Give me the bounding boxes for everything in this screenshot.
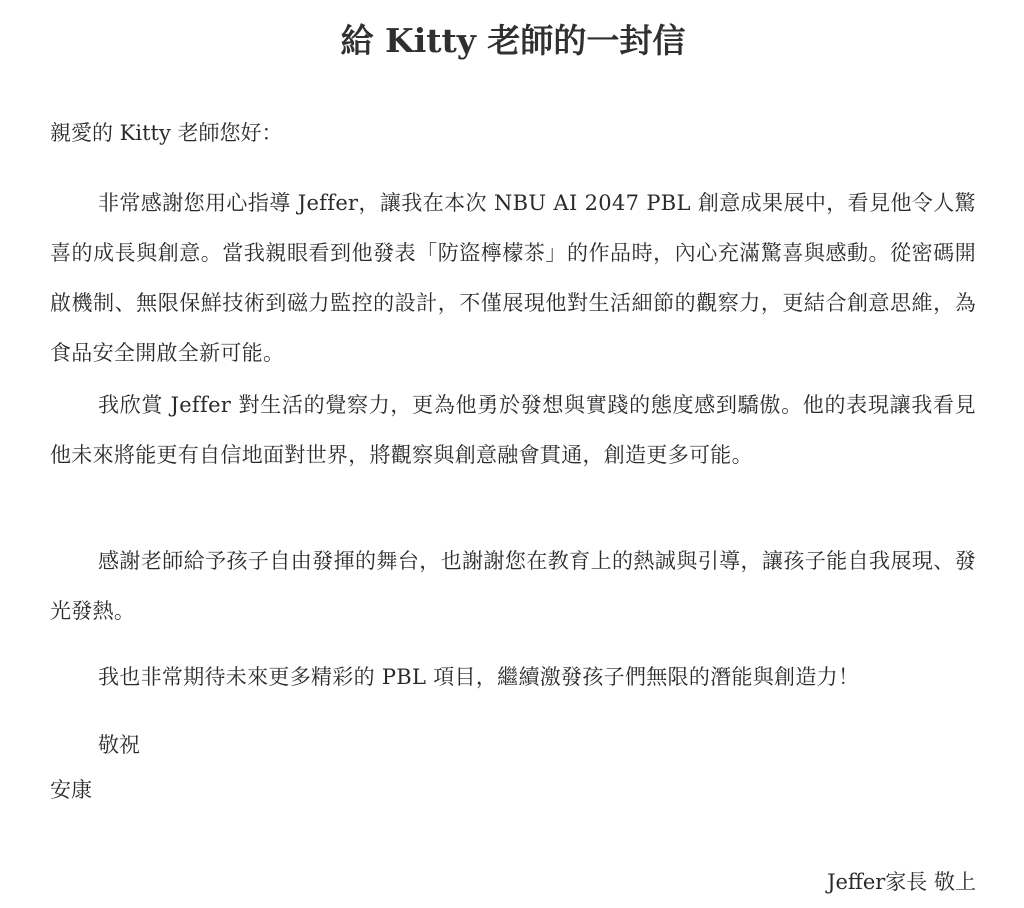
paragraph-expectation: 我也非常期待未來更多精彩的 PBL 項目，繼續激發孩子們無限的潛能與創造力！ [98, 665, 860, 689]
letter-title: 給 Kitty 老師的一封信 [340, 21, 686, 60]
closing-blessing: 安康 [50, 778, 92, 802]
signature: Jeffer家長 敬上 [827, 870, 976, 894]
paragraph-appreciation: 我欣賞 Jeffer 對生活的覺察力，更為他勇於發想與實踐的態度感到驕傲。他的表現讓我看見他未來將能更有自信地面對世界，將觀察與創意融會貫通，創造更多可能。 [50, 393, 976, 467]
closing-wish: 敬祝 [98, 733, 140, 757]
salutation: 親愛的 Kitty 老師您好： [50, 121, 283, 145]
paragraph-thanks: 感謝老師給予孩子自由發揮的舞台，也謝謝您在教育上的熱誠與引導，讓孩子能自我展現、發光發熱。 [50, 549, 976, 623]
paragraph-gratitude: 非常感謝您用心指導 Jeffer，讓我在本次 NBU AI 2047 PBL 創意成果展中，看見他令人驚喜的成長與創意。當我親眼看到他發表「防盜檸檬茶」的作品時，內心充滿驚喜與感動。從密碼開啟機制、無限保鮮技術到磁力監控的設計，不僅展現他對生活細節的觀察力，更結合創意思維，為食品安全開啟全新可能。 [50, 191, 976, 365]
letter [50, 0, 976, 908]
